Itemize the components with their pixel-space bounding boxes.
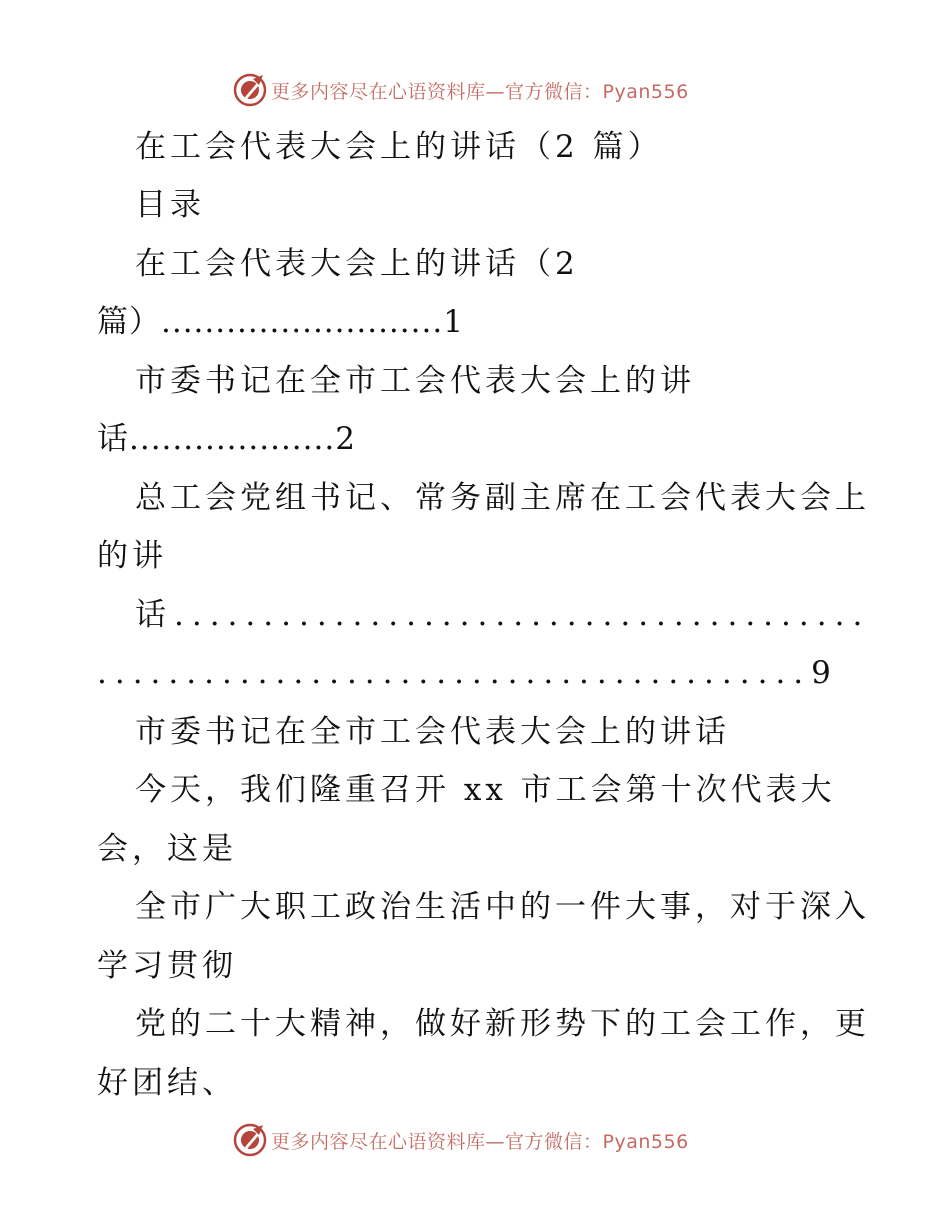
- section-title: 市委书记在全市工会代表大会上的讲话: [135, 714, 730, 750]
- body-line-6: 好团结、: [97, 1065, 237, 1101]
- footer-banner: [233, 1122, 689, 1158]
- toc-entry-3-line-2: 的讲: [97, 538, 167, 574]
- toc-entry-3-line-4: ........................................9: [97, 655, 839, 691]
- footer-banner-text: 更多内容尽在心语资料库—官方微信：Pyan556: [271, 1130, 689, 1153]
- toc-entry-1-line-2: 篇）..........................1: [97, 304, 464, 340]
- toc-heading: 目录: [135, 187, 205, 223]
- toc-entry-1-line-1: 在工会代表大会上的讲话（2: [135, 246, 579, 282]
- pen-logo-icon: [233, 73, 267, 107]
- document-title: 在工会代表大会上的讲话（2 篇）: [135, 129, 663, 165]
- pen-logo-icon: [233, 1123, 267, 1157]
- toc-entry-2-line-2: 话...................2: [97, 421, 356, 457]
- toc-entry-3-line-1: 总工会党组书记、常务副主席在工会代表大会上: [135, 480, 870, 516]
- body-line-5: 党的二十大精神，做好新形势下的工会工作，更: [135, 1006, 870, 1042]
- body-line-4: 学习贯彻: [97, 948, 237, 984]
- body-line-2: 会，这是: [97, 831, 237, 867]
- toc-entry-3-line-3: 话.......................................: [135, 597, 871, 633]
- toc-entry-2-line-1: 市委书记在全市工会代表大会上的讲: [135, 363, 695, 399]
- header-banner: [233, 72, 689, 108]
- header-banner-text: 更多内容尽在心语资料库—官方微信：Pyan556: [271, 80, 689, 103]
- body-line-3: 全市广大职工政治生活中的一件大事，对于深入: [135, 889, 870, 925]
- body-line-1: 今天，我们隆重召开 xx 市工会第十次代表大: [135, 772, 836, 808]
